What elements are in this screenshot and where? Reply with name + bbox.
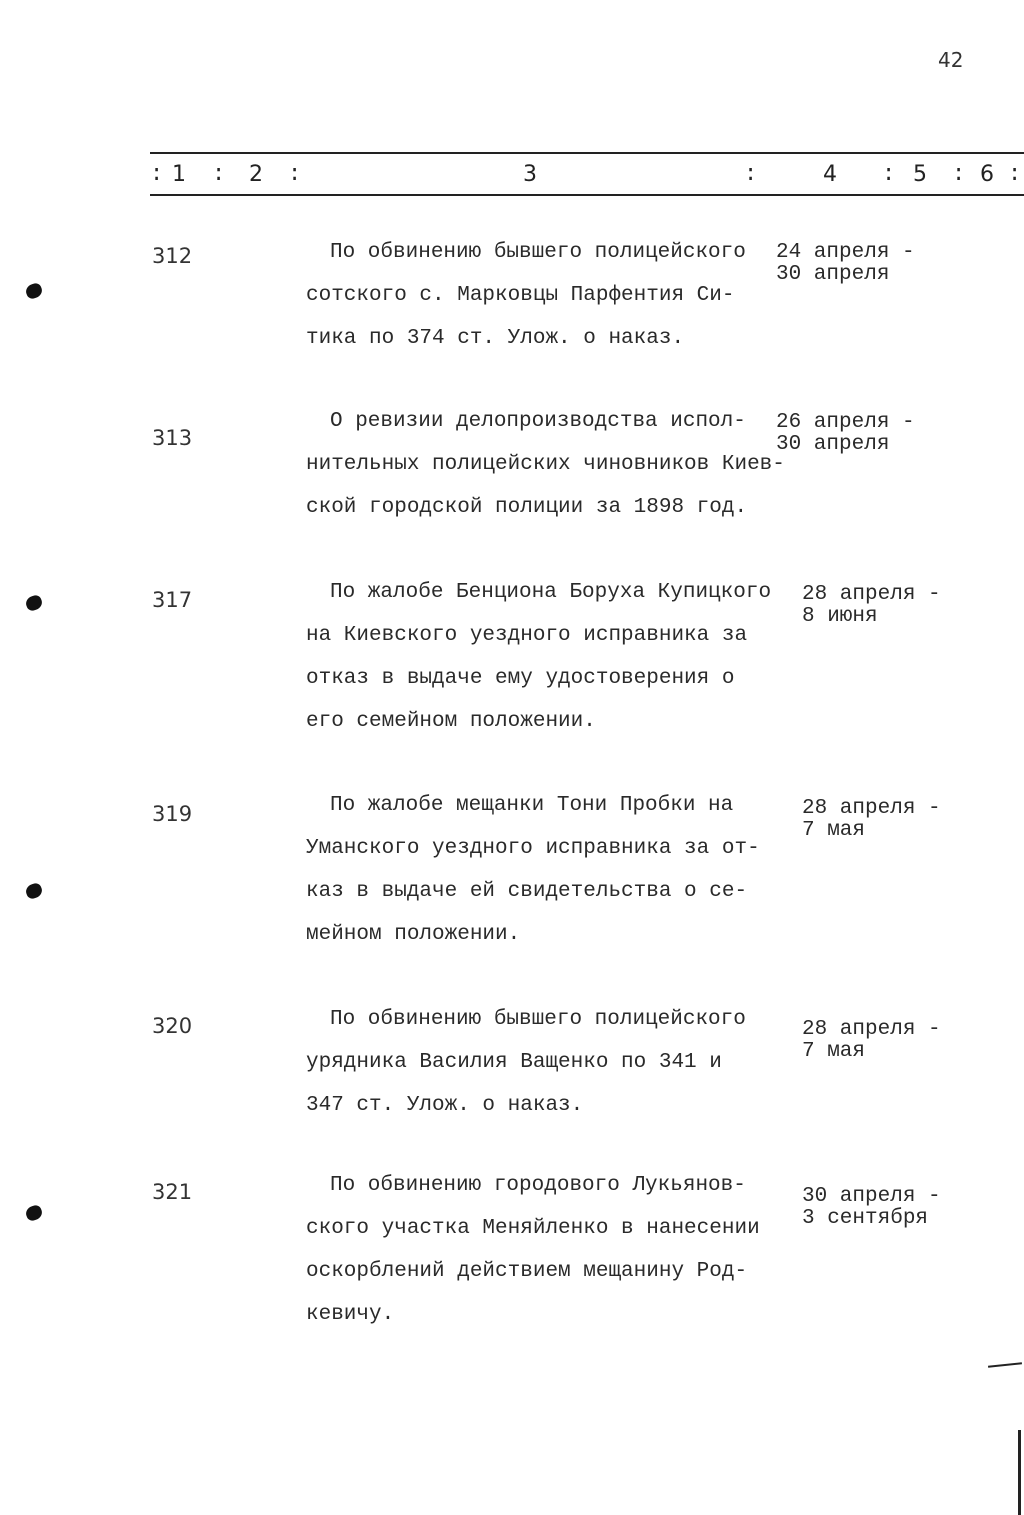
description-line: 347 ст. Улож. о наказ. (306, 1094, 584, 1117)
description-line: ской городской полиции за 1898 год. (306, 496, 748, 519)
date-start: 28 апреля - (802, 1018, 941, 1041)
description-line: По обвинению городового Лукьянов- (330, 1174, 746, 1197)
entry-dates (776, 242, 915, 286)
description-line: его семейном положении. (306, 710, 596, 733)
entry-number: 317 (152, 588, 193, 612)
description-line: урядника Василия Ващенко по 341 и (306, 1051, 722, 1074)
column-separator: : (882, 162, 896, 187)
date-start: 26 апреля - (776, 411, 915, 434)
entry-number: 320 (152, 1014, 193, 1038)
entry-number: 319 (152, 802, 193, 826)
date-end: 30 апреля (776, 263, 890, 286)
entry-description (306, 571, 796, 743)
column-separator: : (744, 162, 758, 187)
description-line: Уманского уездного исправника за от- (306, 837, 760, 860)
entry-number: 321 (152, 1180, 193, 1204)
date-start: 30 апреля - (802, 1185, 941, 1208)
description-line: По жалобе мещанки Тони Пробки на (330, 794, 734, 817)
entry-description (306, 784, 796, 956)
description-line: нительных полицейских чиновников Киев- (306, 453, 785, 476)
column-header-3: 3 (523, 162, 537, 187)
column-separator: : (288, 162, 302, 187)
description-line: По обвинению бывшего полицейского (330, 1008, 746, 1031)
description-line: О ревизии делопроизводства испол- (330, 410, 746, 433)
description-line: По обвинению бывшего полицейского (330, 241, 746, 264)
date-start: 28 апреля - (802, 583, 941, 606)
column-separator: : (212, 162, 226, 187)
binding-hole-mark (24, 882, 44, 901)
page-number: 42 (938, 48, 964, 72)
description-line: По жалобе Бенциона Боруха Купицкого (330, 581, 772, 604)
date-end: 8 июня (802, 605, 878, 628)
binding-hole-mark (24, 594, 44, 613)
entry-number: 313 (152, 426, 193, 450)
entry-dates (776, 412, 915, 456)
description-line: ского участка Меняйленко в нанесении (306, 1217, 760, 1240)
description-line: тика по 374 ст. Улож. о наказ. (306, 327, 685, 350)
description-line: на Киевского уездного исправника за (306, 624, 748, 647)
entry-description (306, 231, 796, 360)
entry-description (306, 400, 796, 529)
date-start: 28 апреля - (802, 797, 941, 820)
column-header-1: 1 (172, 162, 186, 187)
column-separator: : (150, 162, 164, 187)
date-end: 30 апреля (776, 433, 890, 456)
header-bottom-rule (150, 194, 1024, 196)
header-top-rule (150, 152, 1024, 154)
column-separator: : (952, 162, 966, 187)
entry-dates (802, 584, 941, 628)
column-header-6: 6 (980, 162, 994, 187)
date-end: 7 мая (802, 1040, 866, 1063)
description-line: оскорблений действием мещанину Род- (306, 1260, 748, 1283)
entry-dates (802, 1186, 941, 1230)
description-line: сотского с. Марковцы Парфентия Си- (306, 284, 735, 307)
binding-hole-mark (24, 1204, 44, 1223)
entry-dates (802, 798, 941, 842)
column-header-2: 2 (249, 162, 263, 187)
description-line: отказ в выдаче ему удостоверения о (306, 667, 735, 690)
column-header-4: 4 (823, 162, 837, 187)
date-end: 3 сентября (802, 1207, 929, 1230)
binding-hole-mark (24, 282, 44, 301)
column-separator: : (1008, 162, 1022, 187)
column-header-5: 5 (913, 162, 927, 187)
entry-description (306, 1164, 796, 1336)
edge-scratch-mark (988, 1362, 1022, 1368)
description-line: кевичу. (306, 1303, 395, 1326)
description-line: каз в выдаче ей свидетельства о се- (306, 880, 748, 903)
description-line: мейном положении. (306, 923, 521, 946)
entry-description (306, 998, 796, 1127)
date-end: 7 мая (802, 819, 866, 842)
entry-number: 312 (152, 244, 193, 268)
date-start: 24 апреля - (776, 241, 915, 264)
edge-scratch-mark (1018, 1430, 1021, 1515)
entry-dates (802, 1019, 941, 1063)
